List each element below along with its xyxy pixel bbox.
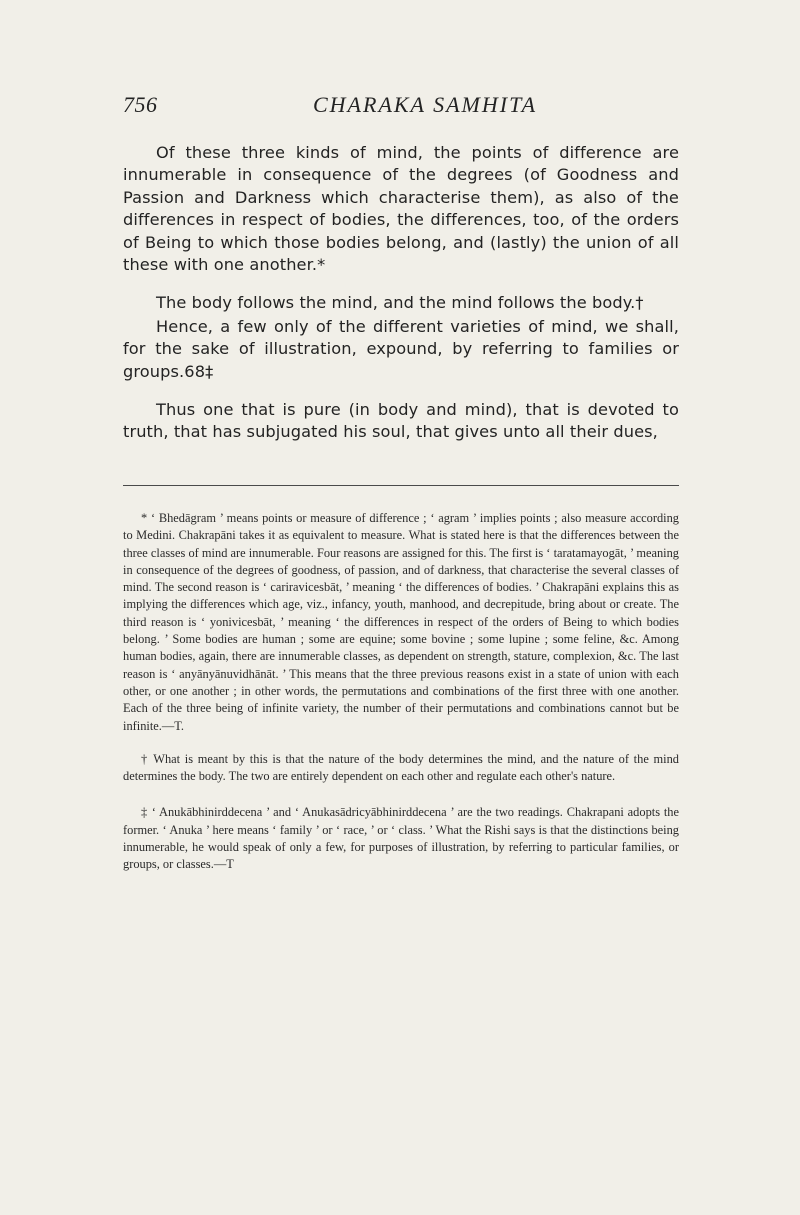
footnotes bbox=[123, 510, 679, 874]
footnote-divider bbox=[123, 485, 679, 486]
page-number: 756 bbox=[123, 92, 158, 117]
page-header bbox=[123, 92, 679, 122]
paragraph-pure-one: Thus one that is pure (in body and mind), that is devoted to truth, that has subjugated his soul, that gives unto all their dues, bbox=[123, 400, 679, 442]
running-title: CHARAKA SAMHITA bbox=[313, 92, 538, 117]
footnote-double-dagger: ‡ ‘ Anukābhinirddecena ’ and ‘ Anukasādricyābhinirddecena ’ are the two readings. Chakrapani adopts the former. ‘ Anuka ’ here means ‘ family ’ or ‘ race, ’ or ‘ class. ’ What the Rishi says is that the distinctions being innumerable, he would speak of only a few, for purposes of illustration, by referring to particular families, or groups, or classes.—T bbox=[123, 805, 679, 872]
main-text bbox=[123, 142, 679, 444]
paragraph-mind-differences: Of these three kinds of mind, the points of difference are innumerable in consequence of the degrees (of Goodness and Passion and Darkness which characterise them), as also of the differences in respect of bodies, the differences, too, of the orders of Being to which those bodies belong, and (lastly) the union of all these with one another.* bbox=[123, 143, 679, 275]
paragraph-body-follows-mind: The body follows the mind, and the mind follows the body.† bbox=[156, 293, 644, 313]
footnote-asterisk: * ‘ Bhedāgram ’ means points or measure of difference ; ‘ agram ’ implies points ; also measure according to Medini. Chakrapāni takes it as equivalent to measure. What is stated here is that the differences between the three classes of mind are innumerable. Four reasons are assigned for this. The first is ‘ taratamayogāt, ’ meaning in consequence of the degrees of goodness, of passion, and of darkness, that characterise the several classes of mind. The second reason is ‘ cariravicesbāt, ’ meaning ‘ the differences of bodies. ’ Chakrapāni explains this as implying the differences which age, viz., infancy, youth, manhood, and decrepitude, bring about or create. The third reason is ‘ yonivicesbāt, ’ meaning ‘ the differences in respect of the orders of Being to which bodies belong. ’ Some bodies are human ; some are equine; some bovine ; some lupine ; some feline, &c. Among human bodies, again, there are innumerable classes, as dependent on strength, stature, complexion, &c. The last reason is ‘ anyānyānuvidhānāt. ’ This means that the three previous reasons exist in a state of union with each other, or one another ; in other words, the permutations and combinations of the first three with one another. Each of the three being of infinite variety, the number of their permutations and combinations cannot but be infinite.—T. bbox=[123, 511, 679, 733]
paragraph-families-groups: Hence, a few only of the different varieties of mind, we shall, for the sake of illustration, expound, by referring to families or groups.68‡ bbox=[123, 316, 679, 381]
footnote-dagger: † What is meant by this is that the nature of the body determines the mind, and the nature of the mind determines the body. The two are entirely dependent on each other and regulate each other's nature. bbox=[123, 751, 679, 784]
